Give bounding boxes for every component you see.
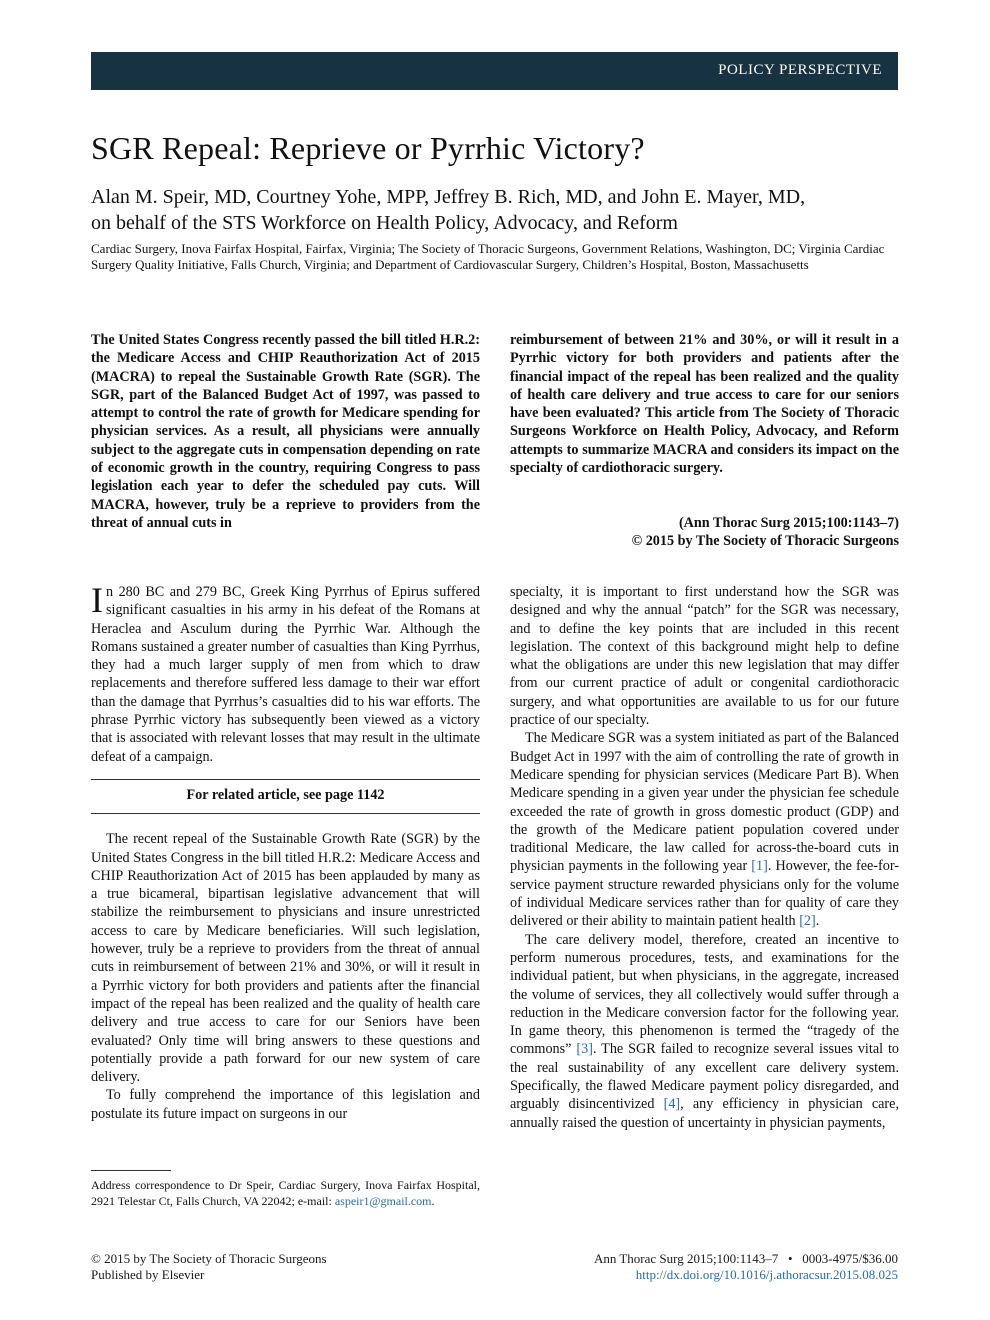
paragraph: The Medicare SGR was a system initiated as part of the Balanced Budget Act in 1997 with the aim of controlling the rate of growth in Medicare spending for physician services (Medicare Part B). When Medicare spending in a given year under the physician fee schedule exceeded the rate of growth in gross domestic product (GDP) and the growth of the Medicare patient population covered under traditional Medicare, the law called for across-the-board cuts in physician payments in the following year [1]. However, the fee-for-service payment structure rewarded physicians only for the volume of individual Medicare services rather than for quality of care they delivered or their ability to maintain patient health [2]. [510,730,899,930]
authors-line-1: Alan M. Speir, MD, Courtney Yohe, MPP, Jeffrey B. Rich, MD, and John E. Mayer, MD, [91,186,806,208]
reference-link-2[interactable]: [2] [799,913,816,930]
paragraph: specialty, it is important to first understand how the SGR was designed and why the annual “patch” for the SGR was necessary, and to define the key points that are included in this recent legislation. The context of this background might help to define what the obligations are under this new legislation that may differ from our current practice of adult or congenital cardiothoracic surgery, and what opportunities are available to us for our future practice of our specialty. [510,584,899,729]
authors-line-2: on behalf of the STS Workforce on Health Policy, Advocacy, and Reform [91,212,678,234]
body-left-column [91,580,480,1123]
article-title: SGR Repeal: Reprieve or Pyrrhic Victory? [91,130,645,166]
journal-info: Ann Thorac Surg 2015;100:1143–7 • 0003-4975/$36.00 [593,1251,898,1266]
section-banner [91,52,898,90]
paragraph: The recent repeal of the Sustainable Growth Rate (SGR) by the United States Congress in the bill titled H.R.2: Medicare Access and CHIP Reauthorization Act of 2015 has been applauded by many as a true bicameral, bipartisan legislative advancement that will stabilize the reimbursement to physicians and insure unrestricted access to care by Medicare beneficiaries. Will such legislation, however, truly be a reprieve to providers from the threat of annual cuts in reimbursement of between 21% and 30%, or will it result in a Pyrrhic victory for both providers and patients after the financial impact of the repeal has been realized and the quality of health care delivery and true access to care for our Seniors have been evaluated? Only time will bring answers to these questions and potentially provide a path forward for our new system of care delivery. [91,831,480,1086]
footnote-divider [91,1170,171,1171]
abstract-left-column: The United States Congress recently passed the bill titled H.R.2: the Medicare Access and CHIP Reauthorization Act of 2015 (MACRA) to repeal the Sustainable Growth Rate (SGR). The SGR, part of the Balanced Budget Act of 1997, was passed to attempt to control the rate of growth for Medicare spending for physician services. As a result, all physicians were annually subject to the aggregate cuts in compensation depending on rate of economic growth in the country, requiring Congress to pass legislation each year to defer the scheduled pay cuts. Will MACRA, however, truly be a reprieve to providers from the threat of annual cuts in [91,332,480,531]
citation: (Ann Thorac Surg 2015;100:1143–7) [678,515,899,531]
related-article-note: For related article, see page 1142 [91,779,480,814]
affiliations: Cardiac Surgery, Inova Fairfax Hospital, Fairfax, Virginia; The Society of Thoracic Surgeons, Government Relations, Washington, DC; Virginia Cardiac Surgery Quality Initiative, Falls Church, Virginia; and Department of Cardiovascular Surgery, Children’s Hospital, Boston, Massachusetts [91,241,885,272]
footer-publisher: Published by Elsevier [91,1267,205,1282]
body-right-column [510,583,899,1132]
reference-link-4[interactable]: [4] [663,1096,681,1113]
drop-cap: I [91,580,103,620]
footer-left [91,1251,327,1283]
paragraph: The care delivery model, therefore, created an incentive to perform numerous procedures, tests, and examinations for the individual patient, but when physicians, in the aggregate, increased the volume of services, they all collectively would suffer through a reduction in the Medicare conversion factor for the following year. In game theory, this phenomenon is termed the “tragedy of the commons” [3]. The SGR failed to recognize several issues vital to the real sustainability of any excellent care delivery system. Specifically, the flawed Medicare payment policy disregarded, and arguably disincentivized [4], any efficiency in physician care, annually raised the question of uncertainty in physician payments, [510,931,900,1131]
paragraph: To fully comprehend the importance of this legislation and postulate its future impact on surgeons in our [91,1087,480,1122]
doi-link[interactable]: http://dx.doi.org/10.1016/j.athoracsur.2015.08.025 [635,1267,898,1282]
reference-link-1[interactable]: [1] [751,858,768,875]
abstract-right-column: reimbursement of between 21% and 30%, or will it result in a Pyrrhic victory for both providers and patients after the financial impact of the repeal has been realized and the quality of health care delivery and true access to care for our seniors have been evaluated? This article from The Society of Thoracic Surgeons Workforce on Health Policy, Advocacy, and Reform attempts to summarize MACRA and considers its impact on the specialty of cardiothoracic surgery. [510,332,899,477]
footer-right [540,1251,898,1283]
intro-paragraph [91,580,480,766]
citation-block [510,514,899,551]
abstract-copyright: © 2015 by The Society of Thoracic Surgeons [631,533,899,550]
intro-text: n 280 BC and 279 BC, Greek King Pyrrhus of Epirus suffered significant casualties in his army in his defeat of the Romans at Heraclea and Asculum during the Pyrrhic War. Although the Romans sustained a greater number of casualties than King Pyrrhus, they had a much larger supply of men from which to draw replacements and therefore suffered less damage to their war effort than the damage that Pyrrhus’s casualties did to his war efforts. The phrase Pyrrhic victory has subsequently been viewed as a victory that is associated with relevant losses that may result in the ultimate defeat of a campaign. [91,584,480,765]
email-link[interactable]: aspeir1@gmail.com [334,1194,432,1208]
footer-copyright: © 2015 by The Society of Thoracic Surgeons [91,1251,327,1266]
author-list [91,184,901,236]
correspondence-footnote: Address correspondence to Dr Speir, Cardiac Surgery, Inova Fairfax Hospital, 2921 Telestar Ct, Falls Church, VA 22042; e-mail: aspeir1@gmail.com. [91,1178,480,1208]
reference-link-3[interactable]: [3] [576,1041,593,1058]
section-label: POLICY PERSPECTIVE [718,62,882,78]
